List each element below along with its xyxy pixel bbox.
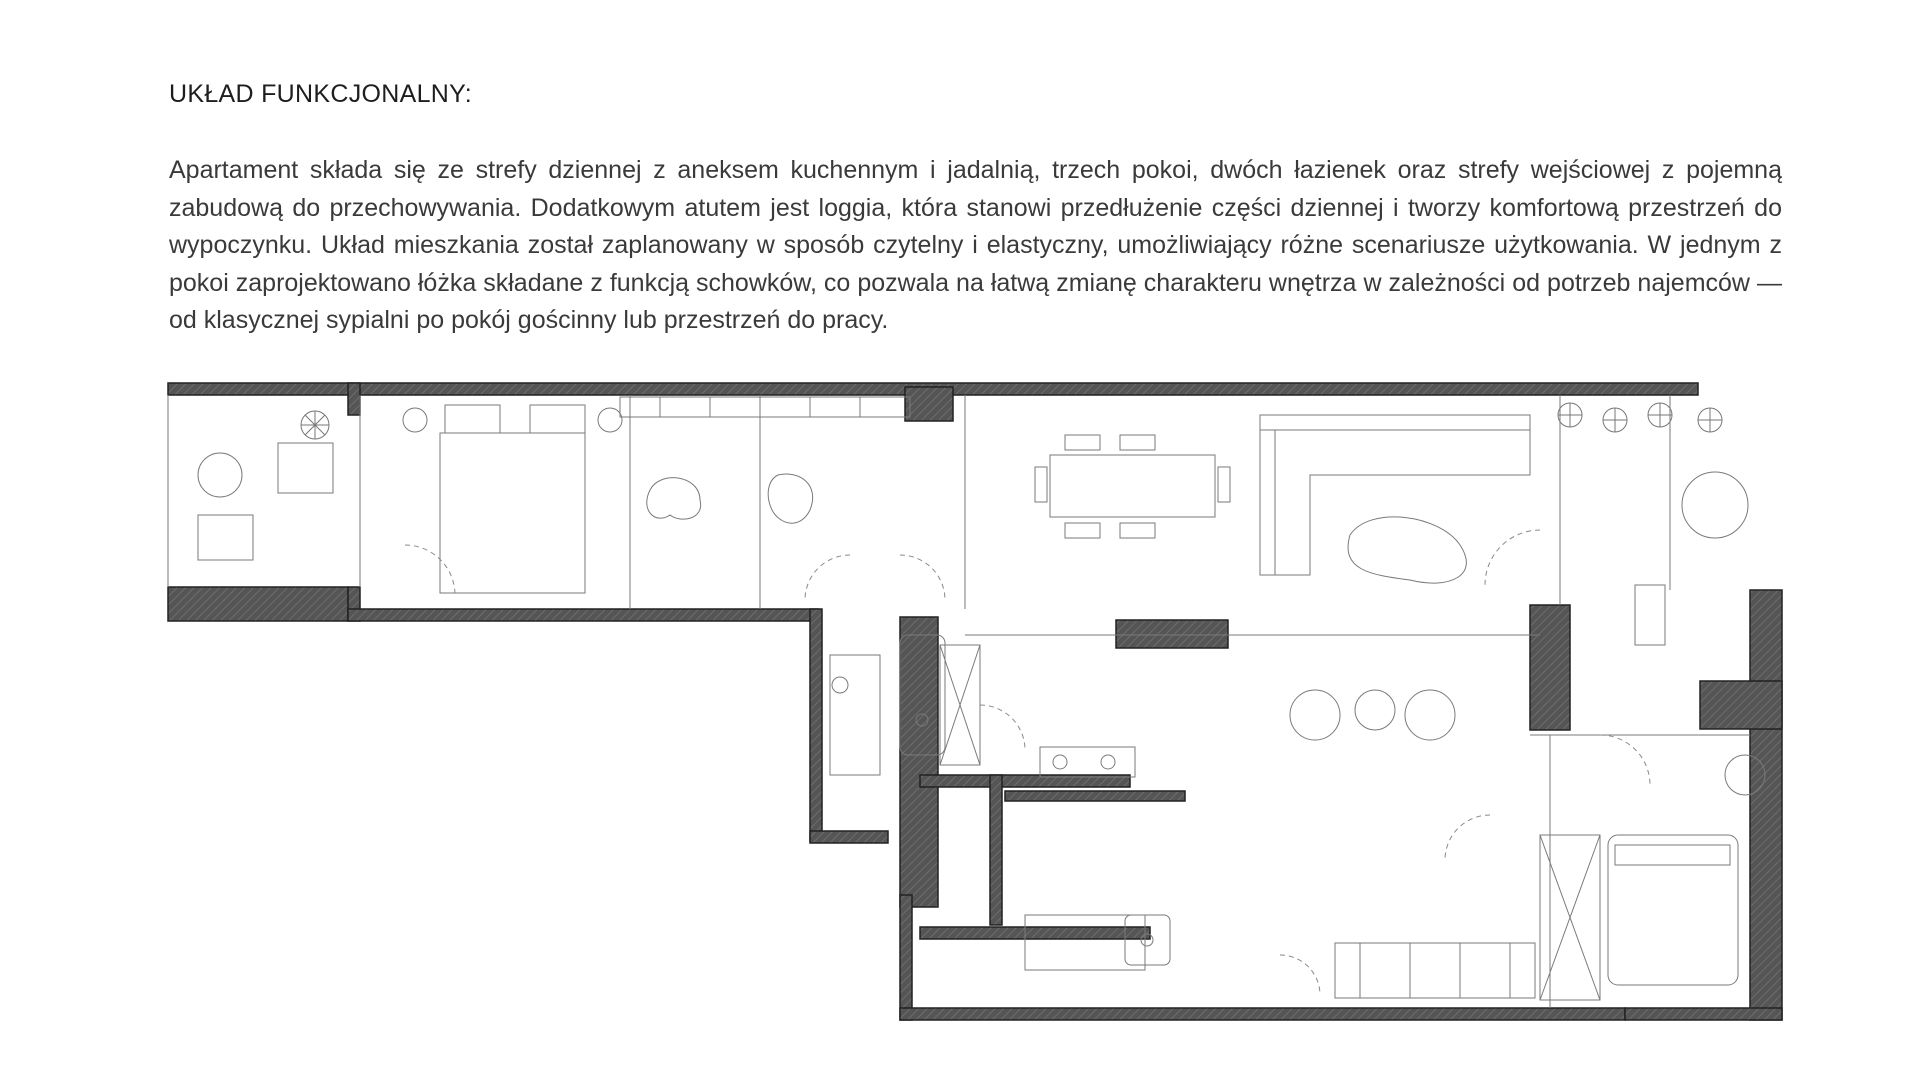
door-swings bbox=[405, 530, 1650, 995]
floor-plan bbox=[160, 375, 1800, 1025]
section-heading: UKŁAD FUNKCJONALNY: bbox=[169, 80, 472, 108]
plants bbox=[301, 403, 1722, 439]
interior-lines bbox=[168, 395, 1765, 1008]
apartment-description: Apartament składa się ze strefy dziennej z aneksem kuchennym i jadalnią, trzech pokoi, dwóch łazienek oraz strefy wejściowej z pojemną zabudową do przechowywania. Dodatkowym atutem jest loggia, która stanowi przedłużenie części dziennej i tworzy komfortową przestrzeń do wypoczynku. Układ mieszkania został zaplanowany w sposób czytelny i elastyczny, umożliwiający różne scenariusze użytkowania. W jednym z pokoi zaprojektowano łóżka składane z funkcją schowków, co pozwala na łatwą zmianę charakteru wnętrza w zależności od potrzeb najemców — od klasycznej sypialni po pokój gościnny lub przestrzeń do pracy. bbox=[169, 156, 1782, 334]
